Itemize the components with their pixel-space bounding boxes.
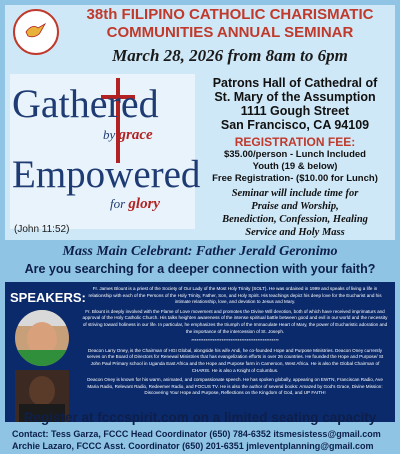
speaker-bios: [82, 286, 388, 400]
bio-paragraph-2: Fr. Blount is deeply involved with the Flame of Love movement and promotes the Divine Will devotion, both of which have received imprimaturs and approval of the Holy Catholic Church. His talks heighten awareness of the intense spiritual battle between good and evil in our world and the necessity of striving toward holiness in our life. In particular, he emphasizes the triumph of the Immaculate Heart of Mary, the power of Eucharistic adoration and the importance of the intercession of St. Joseph.: [82, 308, 388, 334]
title-line-1: 38th FILIPINO CATHOLIC CHARISMATIC: [86, 6, 374, 23]
theme-for-glory: for glory: [110, 196, 161, 212]
theme-by-grace: by grace: [103, 127, 153, 143]
schedule-line-4: Service and Holy Mass: [245, 227, 345, 238]
event-date-time: March 28, 2026 from 8am to 6pm: [112, 46, 348, 65]
bio-paragraph-3: Deacon Larry Oney, is the Chairman of HGI Global, alongside his wife Andi, he co-founded Hope and Purpose Ministries. Deacon Oney currently serves on the Board of Directors for Renewal Ministries that has evangelization efforts in over 26 countries. He founded the Hope and Purpose/ St John Paul Primary school in Uganda East Africa and the Hope and Purpose farm in Cameroon, West Africa. He is also the Global Chairman of CHARIS. He is also a Knight of Columbus.: [86, 347, 384, 373]
venue: [200, 76, 390, 132]
fee-line-3: Free Registration- ($10.00 for Lunch): [212, 173, 378, 184]
schedule-line-3: Benediction, Confession, Healing: [222, 214, 368, 225]
schedule-line-1: Seminar will include time for: [231, 188, 359, 199]
registration-fees: [200, 149, 390, 185]
seminar-title: [70, 6, 390, 42]
theme-word-gathered: Gathered: [12, 81, 159, 126]
event-info: [200, 76, 390, 239]
contact-line-2: Archie Lazaro, FCCC Asst. Coordinator (650) 201-6351 jmleventplanning@gmail.com: [12, 441, 374, 451]
tagline-question: Are you searching for a deeper connection with your faith?: [24, 262, 376, 276]
contacts: [12, 428, 392, 452]
theme-word-empowered: Empowered: [12, 153, 201, 196]
registration-fee-heading: REGISTRATION FEE:: [234, 135, 356, 149]
bio-divider: *************************************************: [191, 338, 279, 344]
register-info: Register at fcccspirit.com on a limited seating capacity: [23, 410, 377, 425]
venue-line-4: San Francisco, CA 94109: [220, 118, 370, 132]
venue-line-1: Patrons Hall of Cathedral of: [212, 76, 378, 90]
contact-line-1: Contact: Tess Garza, FCCC Head Coordinator (650) 784-6352 itsmesistess@gmail.com: [12, 429, 381, 439]
bio-paragraph-1: Fr. James Blount is a priest of the Society of Our Lady of the Most Holy Trinity (SOLT). He was ordained in 1999 and speaks of living a life in relationship with each of the Persons of the Holy Trinity, Father, Son, and Holy Spirit. His teachings depict his deep love for the Eucharist and his intimate relationship, love, and devotion to Jesus and Mary.: [88, 286, 382, 305]
fee-line-1: $35.00/person - Lunch Included: [223, 149, 366, 160]
seminar-schedule: [200, 187, 390, 239]
bio-paragraph-4: Deacon Oney is known for his warm, animated, and compassionate speech. He has spoken globally, appearing on EWTN, Franciscan Radio, Ave Maria Radio, Relevant Radio, Redeemer Radio, and FOCUS TV. He is also the author of several books: Amazed by God's Grace, Divine Mission: Discovering Your Hope and Purpose, Reflections on the Kingdom of God, and UP FAITH!: [87, 377, 383, 396]
speakers-heading: SPEAKERS:: [10, 290, 86, 305]
bible-verse: (John 11:52): [14, 224, 70, 235]
title-line-2: COMMUNITIES ANNUAL SEMINAR: [106, 24, 354, 41]
mass-celebrant: Mass Main Celebrant: Father Jerald Geronimo: [62, 244, 338, 259]
venue-line-2: St. Mary of the Assumption: [214, 90, 376, 104]
fee-line-2: Youth (19 & below): [252, 161, 338, 172]
dove-logo-icon: [13, 9, 59, 55]
speaker-photo-priest: [15, 310, 69, 366]
schedule-line-2: Praise and Worship,: [251, 201, 339, 212]
dove-icon: [25, 22, 47, 40]
venue-line-3: 1111 Gough Street: [240, 104, 350, 118]
